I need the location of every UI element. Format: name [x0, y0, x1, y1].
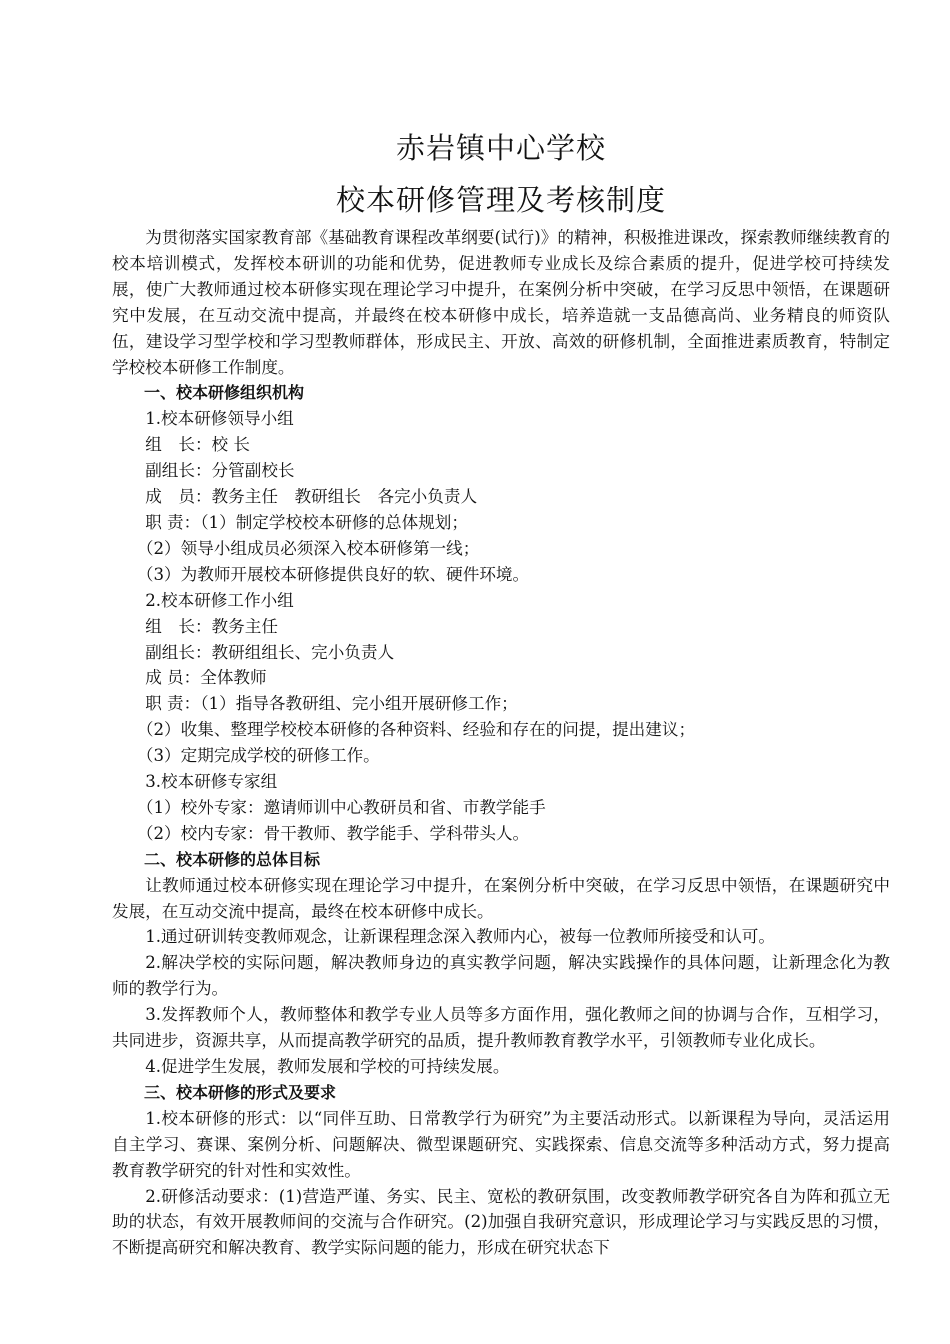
group1-leader: 组 长：校 长	[145, 435, 251, 455]
section3-form: 1.校本研修的形式：以“同伴互助、日常教学行为研究”为主要活动形式。以新课程为导向，灵活运用自主学习、赛课、案例分析、问题解决、微型课题研究、实践探索、信息交流等多种活动方式，努力提高教育教学研究的针对性和实效性。	[112, 1108, 890, 1180]
group2-duty: 职 责：（1）指导各教研组、完小组开展研修工作；	[145, 694, 518, 714]
section3-requirements: 2.研修活动要求：(1)营造严谨、务实、民主、宽松的教研氛围，改变教师教学研究各自为阵和孤立无助的状态，有效开展教师间的交流与合作研究。(2)加强自我研究意识，形成理论学习与实践反思的习惯，不断提高研究和解决教育、教学实际问题的能力，形成在研究状态下	[112, 1186, 890, 1258]
group1-duty3: （3）为教师开展校本研修提供良好的软、硬件环境。	[136, 564, 530, 584]
goal-2: 2.解决学校的实际问题，解决教师身边的真实教学问题，解决实践操作的具体问题，让新理念化为教师的教学行为。	[112, 953, 890, 999]
group2-title: 2.校本研修工作小组	[145, 590, 294, 610]
group2-members: 成 员：全体教师	[145, 668, 267, 688]
group3-inside: （2）校内专家：骨干教师、教学能手、学科带头人。	[136, 823, 530, 843]
group1-duty: 职 责：（1）制定学校校本研修的总体规划；	[145, 512, 468, 532]
group1-duty2: （2）领导小组成员必须深入校本研修第一线；	[136, 538, 480, 558]
group3-outside: （1）校外专家：邀请师训中心教研员和省、市教学能手	[136, 797, 546, 817]
section1-heading: 一、校本研修组织机构	[144, 383, 305, 403]
group1-members: 成 员：教务主任 教研组长 各完小负责人	[145, 487, 478, 507]
document-body	[112, 225, 890, 1261]
school-name: 赤岩镇中心学校	[395, 131, 606, 165]
goal-3: 3.发挥教师个人，教师整体和教学专业人员等多方面作用，强化教师之间的协调与合作，互相学习，共同进步，资源共享，从而提高教学研究的品质，提升教师教育教学水平，引领教师专业化成长。	[112, 1005, 890, 1051]
section3-heading: 三、校本研修的形式及要求	[144, 1082, 337, 1102]
group1-deputy: 副组长：分管副校长	[145, 461, 295, 481]
group3-title: 3.校本研修专家组	[145, 772, 278, 792]
group2-duty3: （3）定期完成学校的研修工作。	[136, 746, 380, 766]
goal-4: 4.促进学生发展，教师发展和学校的可持续发展。	[145, 1057, 510, 1076]
intro-paragraph: 为贯彻落实国家教育部《基础教育课程改革纲要(试行)》的精神，积极推进课改，探索教师继续教育的校本培训模式，发挥校本研训的功能和优势，促进教师专业成长及综合素质的提升，促进学校可持续发展，使广大教师通过校本研修实现在理论学习中提升，在案例分析中突破，在学习反思中领悟，在课题研究中发展，在互动交流中提高，并最终在校本研修中成长，培养造就一支品德高尚、业务精良的师资队伍，建设学习型学校和学习型教师群体，形成民主、开放、高效的研修机制，全面推进素质教育，特制定学校校本研修工作制度。	[112, 228, 890, 377]
section2-heading: 二、校本研修的总体目标	[144, 849, 321, 869]
group1-title: 1.校本研修领导小组	[145, 409, 294, 429]
group2-leader: 组 长：教务主任	[145, 616, 278, 636]
group2-duty2: （2）收集、整理学校校本研修的各种资料、经验和存在的问提，提出建议；	[136, 720, 696, 740]
goal-1: 1.通过研训转变教师观念，让新课程理念深入教师内心，被每一位教师所接受和认可。	[145, 927, 775, 947]
section2-summary: 让教师通过校本研修实现在理论学习中提升，在案例分析中突破，在学习反思中领悟，在课题研究中发展，在互动交流中提高，最终在校本研修中成长。	[112, 875, 890, 921]
group2-deputy: 副组长：教研组组长、完小负责人	[145, 642, 395, 662]
document-title: 校本研修管理及考核制度	[335, 183, 666, 217]
